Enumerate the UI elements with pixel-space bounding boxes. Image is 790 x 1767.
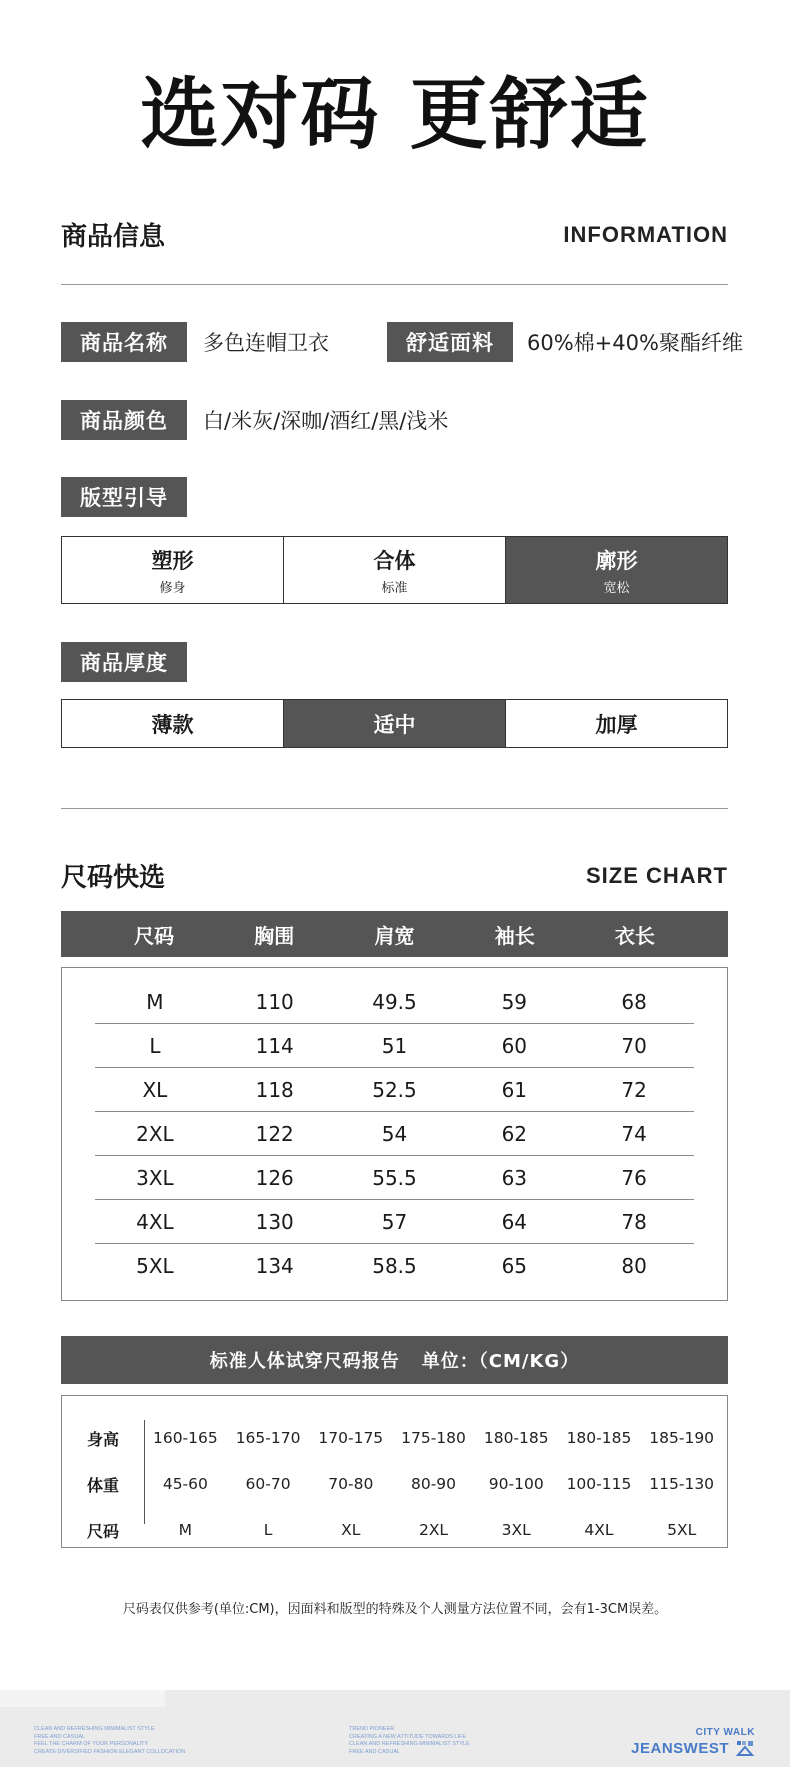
size-cell: 59 — [501, 989, 528, 1014]
size-cell: 126 — [255, 1165, 294, 1190]
report-cell: 180-185 — [566, 1429, 632, 1447]
report-cell: 60-70 — [245, 1475, 291, 1493]
size-cell: 57 — [381, 1209, 408, 1234]
size-section-header — [61, 857, 728, 894]
footer-line: CLEAN AND REFRESHING MINIMALIST STYLE — [349, 1741, 470, 1747]
weight-row — [62, 1469, 729, 1499]
size-col-header: 胸围 — [254, 923, 295, 948]
size-cell: L — [149, 1033, 161, 1058]
size-cell: 122 — [255, 1121, 294, 1146]
report-cell: 160-165 — [152, 1429, 218, 1447]
size-cell: 54 — [381, 1121, 408, 1146]
size-section-title-en: SIZE CHART — [586, 862, 728, 888]
footer-line: FREE AND CASUAL — [349, 1748, 401, 1755]
report-cell: XL — [341, 1521, 361, 1539]
size-cell: 61 — [501, 1077, 528, 1102]
size-cell: 52.5 — [372, 1077, 417, 1102]
report-cell: 5XL — [667, 1521, 697, 1539]
product-name-label: 商品名称 — [61, 322, 187, 362]
brand-name-row — [631, 1738, 755, 1758]
size-cell: 114 — [255, 1033, 294, 1058]
thickness-option-medium — [284, 700, 506, 747]
fit-option-sub: 标准 — [381, 580, 408, 596]
size-cell: 55.5 — [372, 1165, 417, 1190]
table-row — [95, 1024, 694, 1068]
fit-option-main: 廓形 — [595, 548, 638, 573]
table-row — [95, 1156, 694, 1200]
section-divider — [61, 808, 728, 809]
report-cell: 3XL — [501, 1521, 531, 1539]
size-col-header: 尺码 — [134, 923, 175, 948]
footer-line: CREATING A NEW ATTITUDE TOWARDS LIFE — [349, 1733, 467, 1740]
fit-option-sub: 宽松 — [603, 580, 630, 596]
product-color-label: 商品颜色 — [61, 400, 187, 440]
thickness-option-main: 薄款 — [151, 712, 194, 737]
size-cell: XL — [142, 1077, 168, 1102]
report-cell: L — [263, 1521, 273, 1539]
size-section-title: 尺码快选 — [61, 863, 166, 893]
table-row — [95, 1200, 694, 1244]
table-row — [95, 1244, 694, 1288]
size-col-header: 肩宽 — [374, 923, 415, 948]
footer-notch — [0, 1690, 165, 1707]
size-cell: 3XL — [136, 1165, 174, 1190]
fit-report-header — [61, 1336, 728, 1384]
thickness-option-thin — [62, 700, 284, 747]
size-cell: 72 — [621, 1077, 647, 1102]
size-cell: 5XL — [136, 1254, 174, 1278]
fit-report-title: 标准人体试穿尺码报告 — [209, 1351, 400, 1372]
size-cell: 130 — [255, 1209, 294, 1234]
size-table — [61, 967, 728, 1301]
size-cell: 68 — [621, 989, 647, 1014]
size-table-header — [61, 911, 728, 957]
size-cell: 80 — [621, 1254, 647, 1278]
report-cell: 180-185 — [483, 1429, 549, 1447]
size-cell: 62 — [501, 1121, 528, 1146]
size-cell: 134 — [255, 1254, 294, 1278]
report-cell: 115-130 — [649, 1475, 715, 1493]
footer-line: FEEL THE CHARM OF YOUR PERSONALITY — [34, 1741, 149, 1747]
fit-option-main: 塑形 — [151, 548, 194, 573]
info-section-header — [61, 216, 728, 253]
fit-option-loose — [506, 537, 727, 603]
brand-mark-icon — [735, 1738, 755, 1758]
fit-guide-selector — [61, 536, 728, 604]
report-cell: 45-60 — [162, 1475, 208, 1493]
fit-report-table — [61, 1395, 728, 1548]
report-cell: M — [178, 1521, 193, 1539]
size-cell: 110 — [255, 989, 294, 1014]
product-name-value: 多色连帽卫衣 — [203, 331, 329, 355]
report-cell: 2XL — [418, 1521, 449, 1539]
fit-option-slim — [62, 537, 284, 603]
footer-line: FREE AND CASUAL — [34, 1733, 86, 1740]
footer-line: CREATE DIVERSIFIED FASHION ELEGANT COLLOCATION — [34, 1748, 186, 1755]
size-cell: 49.5 — [372, 989, 417, 1014]
size-row — [62, 1515, 729, 1545]
height-row — [62, 1423, 729, 1453]
brand-logo — [631, 1727, 755, 1758]
report-cell: 175-180 — [401, 1429, 466, 1447]
info-section-title-en: INFORMATION — [563, 221, 728, 247]
size-cell: 74 — [621, 1121, 647, 1146]
report-cell: 4XL — [584, 1521, 614, 1539]
thickness-option-main: 加厚 — [595, 712, 638, 737]
size-cell: 4XL — [136, 1209, 174, 1234]
size-cell: 118 — [255, 1077, 294, 1102]
size-col-header: 衣长 — [614, 923, 655, 948]
size-col-header: 袖长 — [494, 923, 535, 948]
thickness-option-thick — [506, 700, 727, 747]
fit-guide-label: 版型引导 — [61, 477, 187, 517]
report-cell: 165-170 — [235, 1429, 301, 1447]
size-cell: 2XL — [136, 1121, 174, 1146]
report-cell: 185-190 — [649, 1429, 715, 1447]
brand-tagline: CITY WALK — [695, 1727, 755, 1738]
fabric-value: 60%棉+40%聚酯纤维 — [527, 331, 743, 355]
size-cell: 70 — [621, 1033, 647, 1058]
size-cell: 76 — [621, 1165, 647, 1190]
size-cell: 63 — [501, 1165, 528, 1190]
table-row — [95, 1068, 694, 1112]
size-cell: 78 — [621, 1209, 647, 1234]
info-section-title: 商品信息 — [61, 222, 166, 252]
footer-line: TREND PIONEER — [349, 1726, 395, 1732]
weight-label: 体重 — [86, 1475, 119, 1495]
report-cell: 90-100 — [488, 1475, 544, 1493]
size-disclaimer: 尺码表仅供参考(单位:CM)，因面料和版型的特殊及个人测量方法位置不同，会有1-3CM误差。 — [122, 1602, 668, 1617]
report-cell: 80-90 — [410, 1475, 457, 1493]
footer-left-text — [34, 1726, 185, 1756]
thickness-label: 商品厚度 — [61, 642, 187, 682]
fit-option-main: 合体 — [373, 548, 416, 573]
product-color-value: 白/米灰/深咖/酒红/黑/浅米 — [203, 409, 449, 433]
size-cell: 64 — [501, 1209, 528, 1234]
report-cell: 70-80 — [328, 1475, 374, 1493]
fabric-label: 舒适面料 — [387, 322, 513, 362]
thickness-option-main: 适中 — [373, 712, 416, 737]
footer-line: CLEAN AND REFRESHING MINIMALIST STYLE — [34, 1726, 155, 1732]
size-cell: 65 — [501, 1254, 528, 1278]
height-label: 身高 — [86, 1429, 119, 1449]
table-row — [95, 980, 694, 1024]
fit-option-sub: 修身 — [159, 580, 186, 596]
report-cell: 100-115 — [566, 1475, 632, 1493]
size-cell: 58.5 — [372, 1254, 417, 1278]
table-row — [95, 1112, 694, 1156]
size-cell: 60 — [501, 1033, 528, 1058]
hero-title: 选对码 更舒适 — [140, 70, 650, 160]
fit-option-regular — [284, 537, 506, 603]
report-cell: 170-175 — [318, 1429, 384, 1447]
info-divider — [61, 284, 728, 285]
thickness-selector — [61, 699, 728, 748]
size-label: 尺码 — [86, 1521, 119, 1541]
brand-name: JEANSWEST — [631, 1739, 729, 1757]
size-cell: 51 — [381, 1033, 408, 1058]
fit-report-unit: 单位：（CM/KG） — [421, 1351, 580, 1372]
size-cell: M — [146, 989, 164, 1014]
footer-mid-text — [349, 1726, 470, 1756]
